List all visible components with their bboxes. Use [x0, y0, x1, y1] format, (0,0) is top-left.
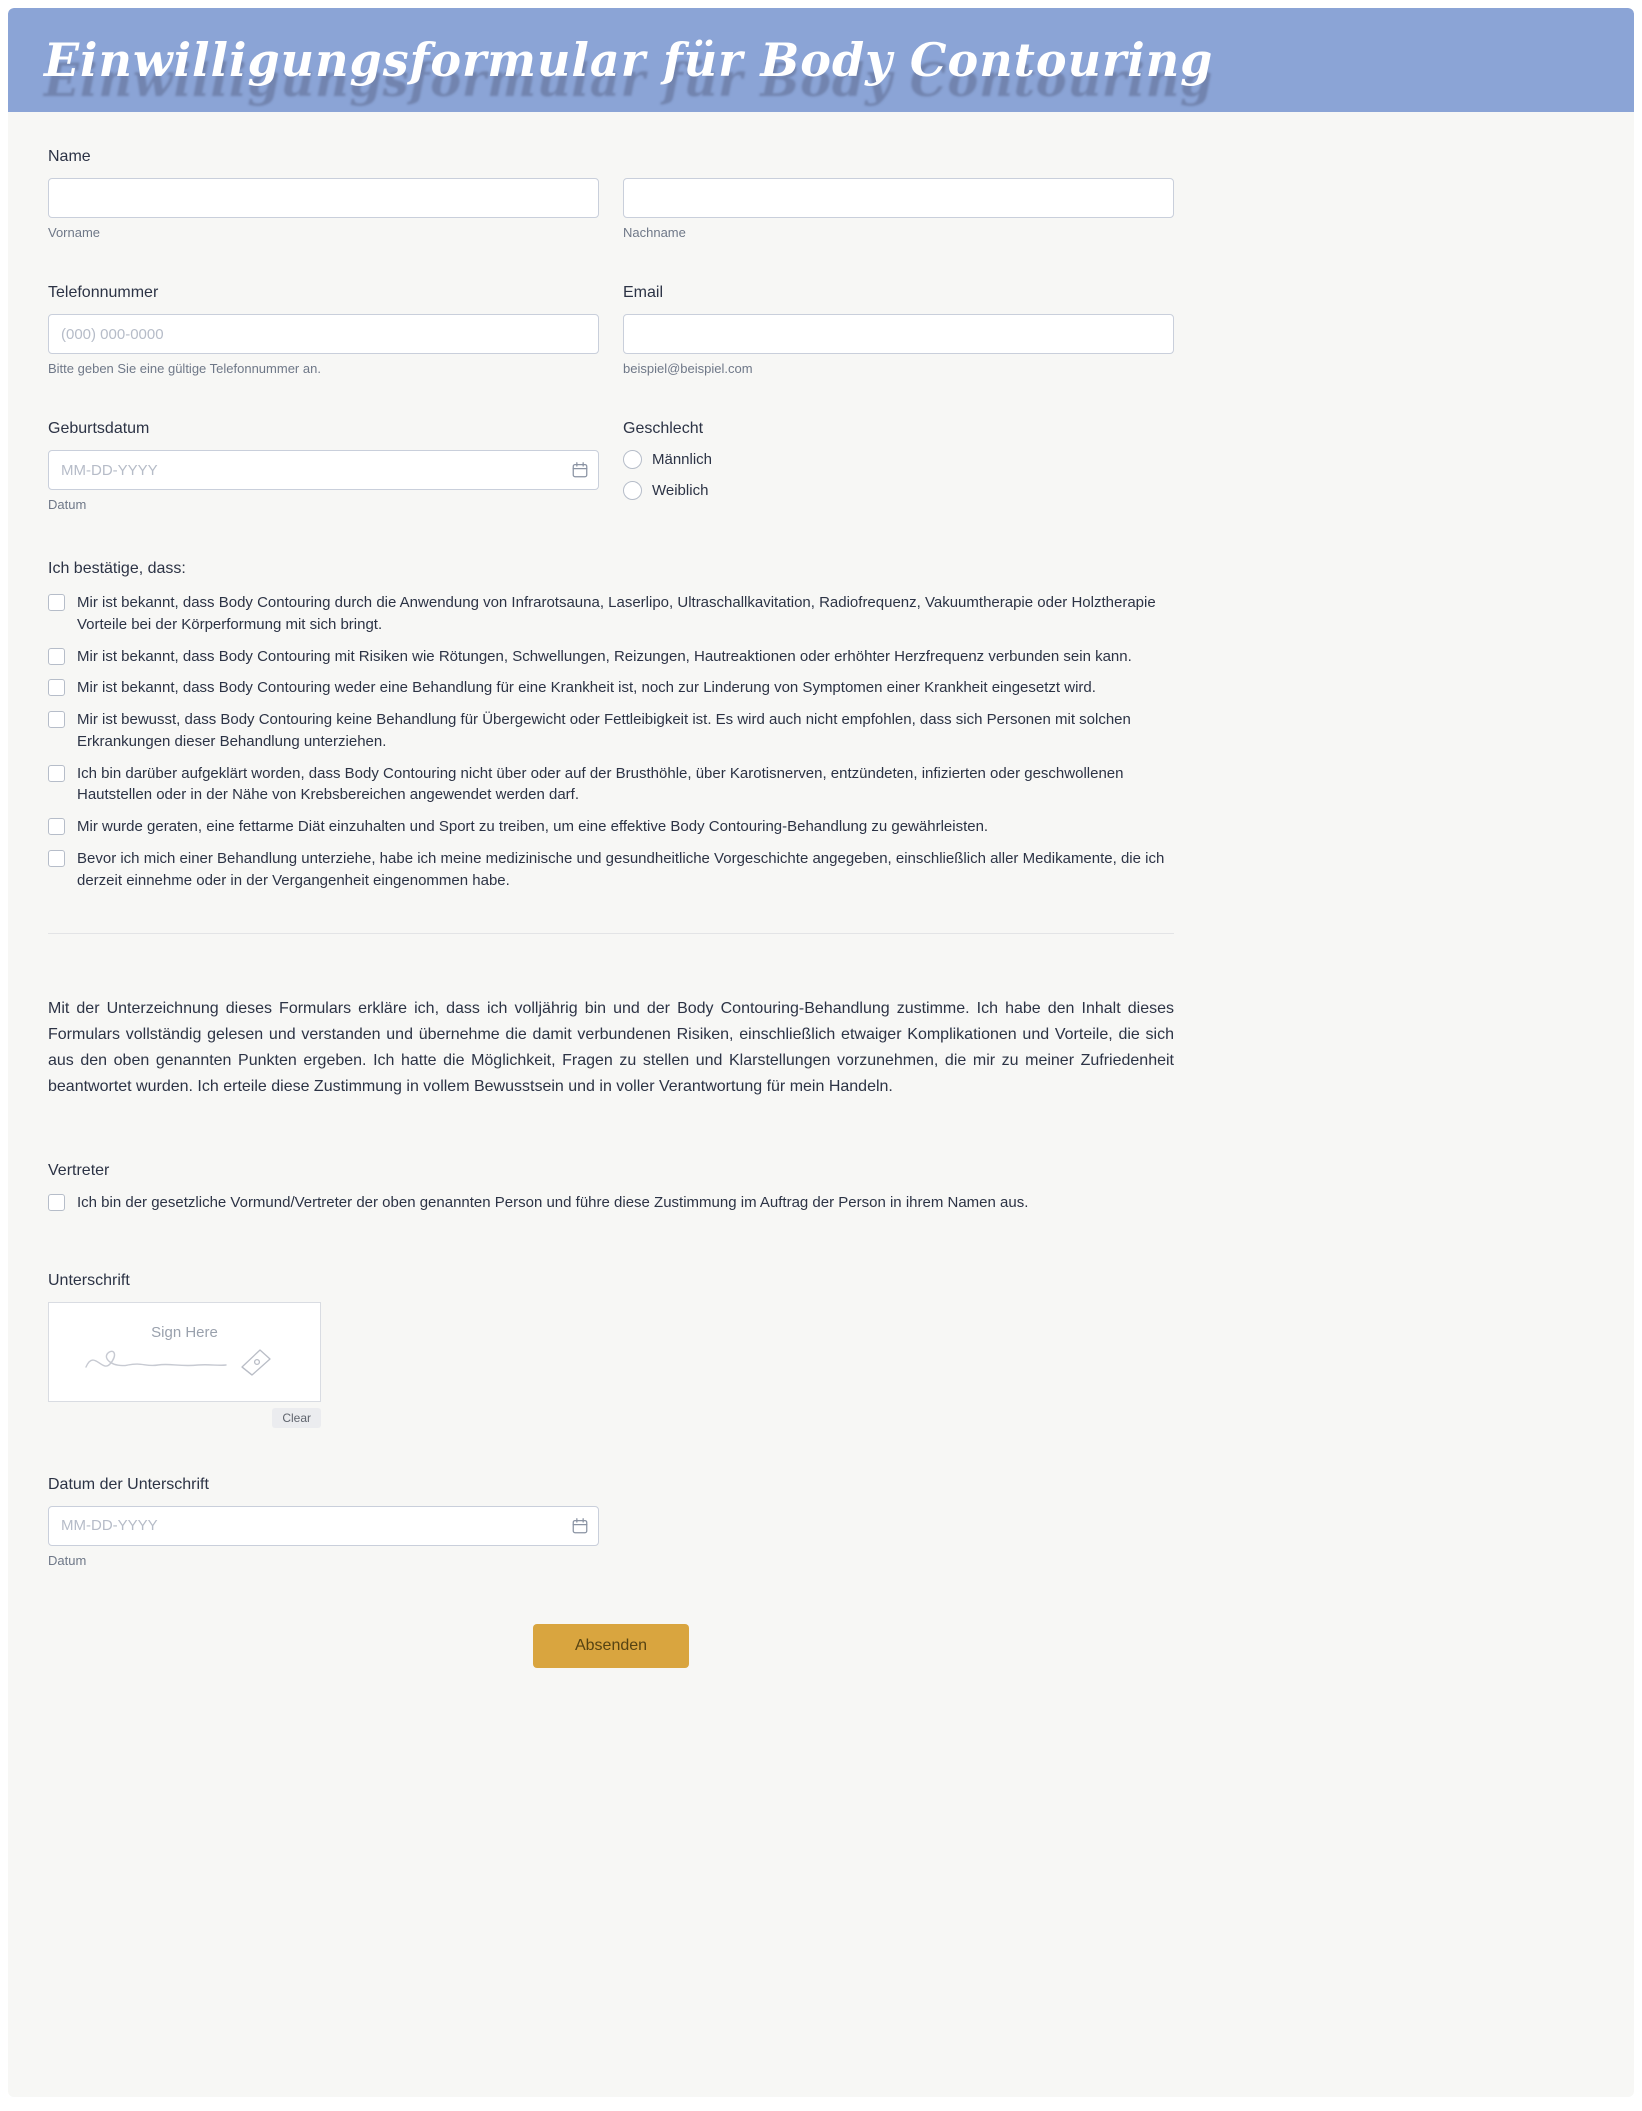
last-name-input[interactable]	[623, 178, 1174, 218]
email-input[interactable]	[623, 314, 1174, 354]
field-name	[48, 148, 1174, 240]
confirm-option-5[interactable]	[48, 763, 1174, 807]
phone-sublabel: Bitte geben Sie eine gültige Telefonnummer an.	[48, 361, 321, 376]
confirm-option-3[interactable]	[48, 677, 1174, 699]
birthdate-label: Geburtsdatum	[48, 420, 150, 437]
submit-button[interactable]: Absenden	[533, 1624, 689, 1668]
form-title: Einwilligungsformular für Body Contouring	[44, 33, 1214, 87]
representative-checkbox[interactable]	[48, 1194, 65, 1211]
calendar-icon[interactable]	[571, 1517, 589, 1535]
gender-option-female-text: Weiblich	[652, 482, 709, 499]
submit-row	[48, 1624, 1174, 1668]
confirm-checkbox-2[interactable]	[48, 648, 65, 665]
field-signature-date	[48, 1476, 599, 1568]
birthdate-sublabel: Datum	[48, 497, 87, 512]
confirm-option-1[interactable]	[48, 592, 1174, 636]
field-representative	[48, 1162, 1174, 1214]
confirm-checkbox-4[interactable]	[48, 711, 65, 728]
clear-button[interactable]: Clear	[272, 1408, 321, 1428]
form-header	[8, 8, 1634, 112]
form-body	[8, 112, 1174, 1668]
gender-option-female[interactable]	[623, 481, 1174, 500]
field-phone	[48, 284, 599, 376]
signature-pad[interactable]	[48, 1302, 321, 1402]
gender-option-male-text: Männlich	[652, 451, 713, 468]
pen-icon	[242, 1350, 270, 1375]
sign-here-text: Sign Here	[151, 1324, 218, 1342]
confirm-checkbox-6[interactable]	[48, 818, 65, 835]
confirm-group-label: Ich bestätige, dass:	[48, 560, 186, 577]
confirm-text-7: Bevor ich mich einer Behandlung unterziehe, habe ich meine medizinische und gesundheitliche Vorgeschichte angegeben, einschließlich aller Medikamente, die ich derzeit einnehme oder in der Vergangenheit eingenommen habe.	[77, 849, 1165, 889]
signature-squiggle-icon	[80, 1343, 290, 1379]
confirm-checkbox-7[interactable]	[48, 850, 65, 867]
last-name-sublabel: Nachname	[623, 225, 686, 240]
field-signature	[48, 1272, 1174, 1428]
form-card	[8, 8, 1634, 2097]
confirm-option-6[interactable]	[48, 816, 1174, 838]
signature-date-label: Datum der Unterschrift	[48, 1475, 209, 1493]
representative-label: Vertreter	[48, 1161, 110, 1179]
field-gender	[623, 420, 1174, 512]
phone-input[interactable]	[48, 314, 599, 354]
signature-label: Unterschrift	[48, 1271, 130, 1289]
field-confirmations	[48, 560, 1174, 891]
confirm-text-4: Mir ist bewusst, dass Body Contouring keine Behandlung für Übergewicht oder Fettleibigkeit ist. Es wird auch nicht empfohlen, dass sich Personen mit solchen Erkrankungen dieser Behandlung unterziehen.	[77, 711, 1131, 750]
confirm-text-3: Mir ist bekannt, dass Body Contouring weder eine Behandlung für eine Krankheit ist, noch zur Linderung von Symptomen einer Krankheit eingesetzt wird.	[77, 679, 1096, 697]
confirm-checkbox-5[interactable]	[48, 765, 65, 782]
gender-label: Geschlecht	[623, 420, 704, 437]
confirm-text-1: Mir ist bekannt, dass Body Contouring durch die Anwendung von Infrarotsauna, Laserlipo, Ultraschallkavitation, Radiofrequenz, Vakuumtherapie oder Holztherapie Vorteile bei der Körperformung mit sich bringt.	[77, 594, 1156, 633]
calendar-icon[interactable]	[571, 461, 589, 479]
representative-option[interactable]	[48, 1192, 1174, 1214]
confirm-text-6: Mir wurde geraten, eine fettarme Diät einzuhalten und Sport zu treiben, um eine effektive Body Contouring-Behandlung zu gewährleisten.	[77, 818, 989, 835]
field-birthdate	[48, 420, 599, 512]
confirm-option-2[interactable]	[48, 646, 1174, 668]
first-name-input[interactable]	[48, 178, 599, 218]
consent-paragraph: Mit der Unterzeichnung dieses Formulars erkläre ich, dass ich volljährig bin und der Body Contouring-Behandlung zustimme. Ich habe den Inhalt dieses Formulars vollständig gelesen und verstanden und übernehme die damit verbundenen Risiken, einschließlich etwaiger Komplikationen und Vorteile, die sich aus den oben genannten Punkten ergeben. Ich hatte die Möglichkeit, Fragen zu stellen und Klarstellungen vorzunehmen, die mir zu meiner Zufriedenheit beantwortet wurden. Ich erteile diese Zustimmung in vollem Bewusstsein und in voller Verantwortung für mein Handeln.	[48, 1000, 1174, 1095]
field-email	[623, 284, 1174, 376]
gender-radio-male[interactable]	[623, 450, 642, 469]
gender-option-male[interactable]	[623, 450, 1174, 469]
signature-date-input[interactable]	[48, 1506, 599, 1546]
representative-text: Ich bin der gesetzliche Vormund/Vertreter der oben genannten Person und führe diese Zustimmung im Auftrag der Person in ihrem Namen aus.	[77, 1193, 1029, 1211]
confirm-checkbox-3[interactable]	[48, 679, 65, 696]
signature-actions	[48, 1408, 321, 1428]
confirm-checkbox-1[interactable]	[48, 594, 65, 611]
signature-date-sublabel: Datum	[48, 1552, 87, 1568]
section-divider	[48, 933, 1174, 934]
confirm-option-7[interactable]	[48, 848, 1174, 892]
confirm-option-4[interactable]	[48, 709, 1174, 753]
confirm-text-2: Mir ist bekannt, dass Body Contouring mit Risiken wie Rötungen, Schwellungen, Reizungen, Hautreaktionen oder erhöhter Herzfrequenz verbunden sein kann.	[77, 647, 1132, 665]
first-name-sublabel: Vorname	[48, 225, 101, 240]
email-label: Email	[623, 284, 664, 301]
name-label: Name	[48, 148, 91, 165]
phone-label: Telefonnummer	[48, 284, 159, 301]
confirm-text-5: Ich bin darüber aufgeklärt worden, dass Body Contouring nicht über oder auf der Brusthöhle, über Karotisnerven, entzündeten, infizierten oder geschwollenen Hautstellen oder in der Nähe von Krebsbereichen angewendet werden darf.	[77, 764, 1124, 804]
birthdate-input[interactable]	[48, 450, 599, 490]
email-sublabel: beispiel@beispiel.com	[623, 361, 753, 376]
gender-radio-female[interactable]	[623, 481, 642, 500]
